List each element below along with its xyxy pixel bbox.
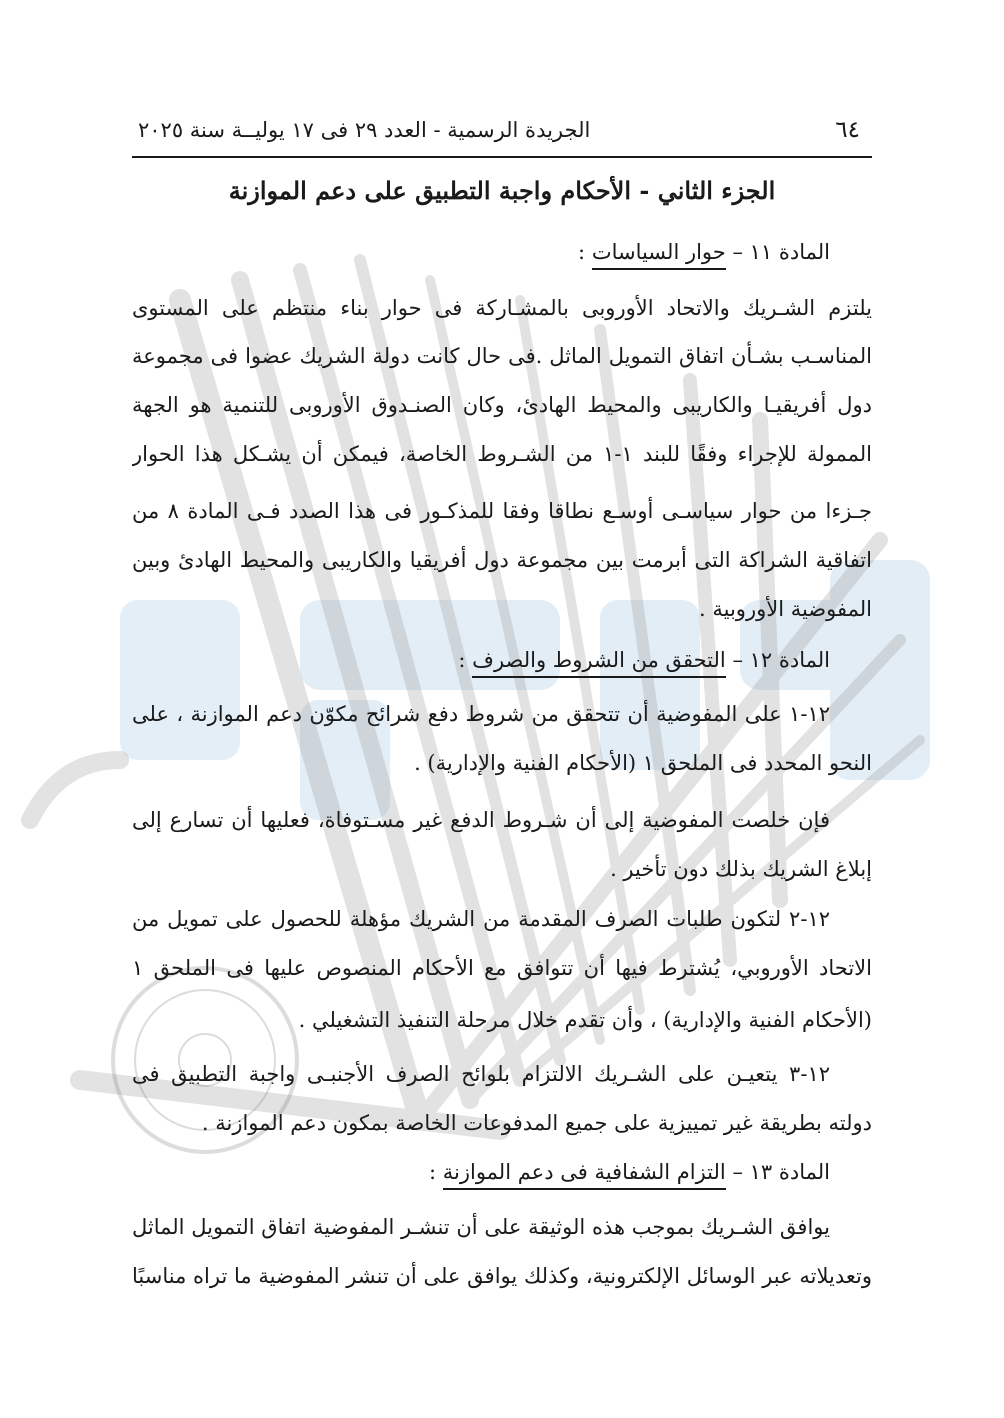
article-11-line-2: المناسـب بشـأن اتفاق التمويل الماثل .فى حال كانت دولة الشريك عضوا فى مجموعة: [132, 344, 872, 368]
article-12-1-line-1: ١٢-١ على المفوضية أن تتحقق من شروط دفع شرائح مكوّن دعم الموازنة ، على: [132, 702, 830, 726]
article-11-title: حوار السياسات: [592, 240, 726, 270]
article-12-title: التحقق من الشروط والصرف: [472, 648, 726, 678]
article-12-3-line-1: ١٢-٣ يتعيـن على الشـريك الالتزام بلوائح الصرف الأجنبـى واجبة التطبيق فى: [132, 1062, 830, 1086]
article-11-label: المادة ١١ –: [725, 240, 830, 264]
article-13-line-2: وتعديلاته عبر الوسائل الإلكترونية، وكذلك يوافق على أن تنشر المفوضية ما تراه مناسبًا: [132, 1264, 872, 1288]
article-12-notice-line-1: فإن خلصت المفوضية إلى أن شـروط الدفع غير مسـتوفاة، فعليها أن تسارع إلى: [132, 808, 830, 832]
article-13-heading: [429, 1152, 830, 1192]
article-13-title: التزام الشفافية فى دعم الموازنة: [443, 1160, 726, 1190]
article-12-heading: [458, 640, 830, 680]
article-13-line-1: يوافق الشـريك بموجب هذه الوثيقة على أن تنشـر المفوضية اتفاق التمويل الماثل: [132, 1215, 830, 1239]
article-12-3-line-2: دولته بطريقة غير تمييزية على جميع المدفوعات الخاصة بمكون دعم الموازنة .: [201, 1111, 872, 1135]
article-12-notice-line-2: إبلاغ الشريك بذلك دون تأخير .: [610, 857, 872, 881]
article-11-line-6: اتفاقية الشراكة التى أبرمت بين مجموعة دول أفريقيا والكاريبى والمحيط الهادئ وبين: [132, 548, 872, 572]
part-title: الجزء الثاني - الأحكام واجبة التطبيق على دعم الموازنة: [228, 176, 776, 205]
article-11-colon: :: [578, 240, 592, 264]
article-11-line-3: دول أفريقيـا والكاريبى والمحيط الهادئ، وكان الصنـدوق الأوروبى للتنمية هو الجهة: [132, 393, 872, 417]
running-header: [132, 112, 872, 148]
article-11-heading: [578, 232, 830, 272]
article-12-2-line-1: ١٢-٢ لتكون طلبات الصرف المقدمة من الشريك مؤهلة للحصول على تمويل من: [132, 907, 830, 931]
article-12-2-line-3: (الأحكام الفنية والإدارية) ، وأن تقدم خلال مرحلة التنفيذ التشغيلي .: [298, 1008, 872, 1032]
gazette-issue-line: الجريدة الرسمية - العدد ٢٩ فى ١٧ يوليــة سنة ٢٠٢٥: [138, 118, 591, 142]
page-number: ٦٤: [835, 117, 860, 143]
article-11-line-7: المفوضية الأوروبية .: [699, 597, 872, 621]
article-13-label: المادة ١٣ –: [725, 1160, 830, 1184]
article-12-2-line-2: الاتحاد الأوروبي، يُشترط فيها أن تتوافق مع الأحكام المنصوص عليها فى الملحق ١: [132, 956, 872, 980]
article-11-line-4: الممولة للإجراء وفقًا للبند ١-١ من الشـروط الخاصة، فيمكن أن يشـكل هذا الحوار: [132, 442, 872, 466]
article-12-colon: :: [458, 648, 473, 672]
article-13-colon: :: [428, 1160, 443, 1184]
article-11-line-5: جـزءا من حوار سياسـى أوسـع نطاقا وفقا للمذكـور فى هذا الصدد فـى المادة ٨ من: [132, 499, 872, 523]
header-divider: [132, 156, 872, 158]
article-11-line-1: يلتزم الشـريك والاتحاد الأوروبى بالمشـاركة فى حوار بناء منتظم على المستوى: [132, 296, 872, 320]
article-12-1-line-2: النحو المحدد فى الملحق ١ (الأحكام الفنية والإدارية) .: [414, 751, 872, 775]
article-12-label: المادة ١٢ –: [725, 648, 830, 672]
